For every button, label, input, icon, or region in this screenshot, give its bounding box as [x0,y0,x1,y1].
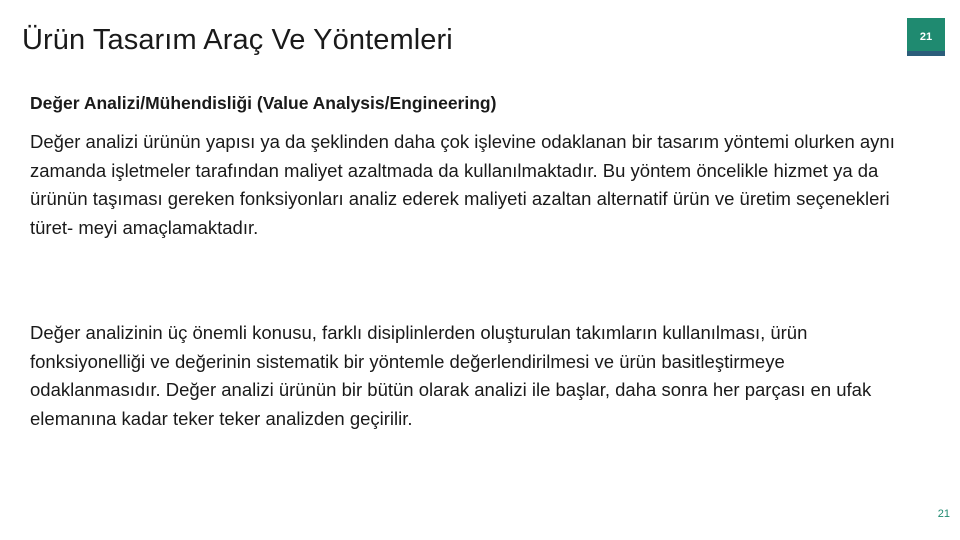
slide-title: Ürün Tasarım Araç Ve Yöntemleri [22,24,453,56]
section-heading: Değer Analizi/Mühendisliği (Value Analysis/Engineering) [30,93,497,113]
page-number: 21 [937,508,950,520]
slide-number-badge: 21 [907,18,945,56]
paragraph-2: Değer analizinin üç önemli konusu, farklı disiplinlerden oluşturulan takımların kullanılması, ürün fonksiyonelliği ve değerinin sistematik bir yöntemle değerlendirilmesi ve ürün basitleştirmeye odaklanmasıdır. Değer analizi ürünün bir bütün olarak analizi ile başlar, daha sonra her parçası en ufak elemanına kadar teker teker analizden geçirilir. [30,322,872,429]
paragraph-1: Değer analizi ürünün yapısı ya da şeklinden daha çok işlevine odaklanan bir tasarım yöntemi olurken aynı zamanda işletmeler tarafından maliyet azaltmada da kullanılmaktadır. Bu yöntem öncelikle hizmet ya da ürünün taşıması gereken fonksiyonları analiz ederek maliyeti azaltan alternatif ürün ve üretim seçenekleri türet- meyi amaçlamaktadır. [30,131,895,238]
badge-accent-bar [907,51,945,56]
